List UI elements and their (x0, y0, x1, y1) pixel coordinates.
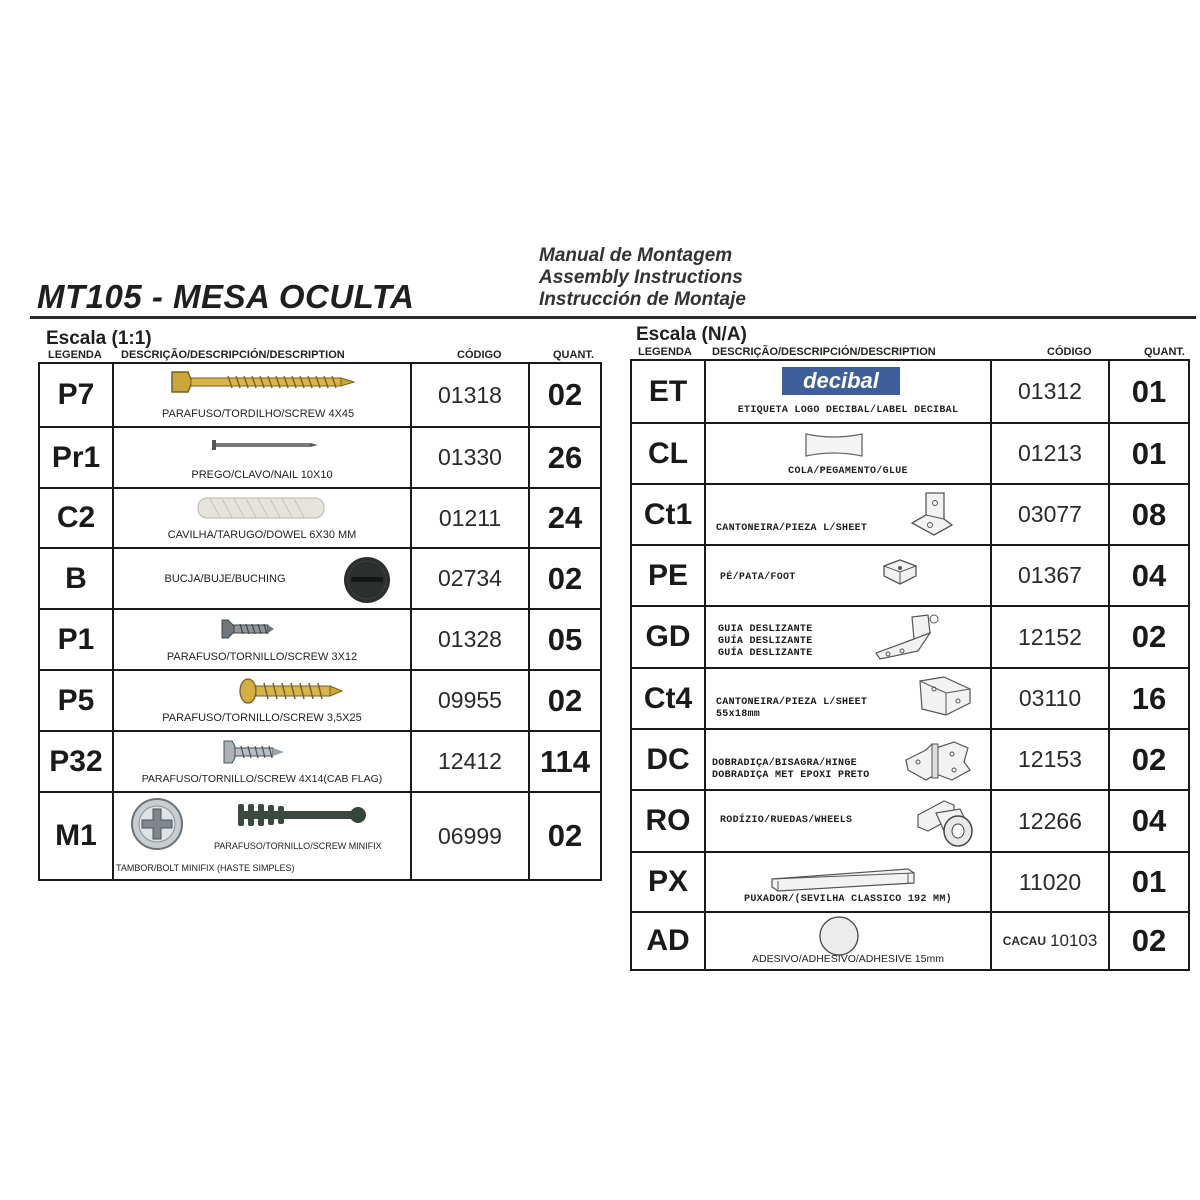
table-row (632, 728, 1188, 789)
gold-wood-screw-icon (168, 368, 358, 396)
legend-cell: P7 (40, 364, 114, 426)
code-cell: 01213 (992, 424, 1110, 483)
desc-line: GUIA DESLIZANTE (718, 624, 813, 635)
desc-line: DOBRADIÇA/BISAGRA/HINGE (712, 758, 857, 769)
desc-cell (114, 364, 412, 426)
desc-cell (114, 610, 412, 669)
desc-text: PARAFUSO/TORNILLO/SCREW 3X12 (166, 651, 358, 663)
desc-text: CAVILHA/TARUGO/DOWEL 6X30 MM (167, 529, 357, 541)
legend-cell: M1 (40, 793, 114, 879)
table-row (632, 483, 1188, 544)
desc-cell (706, 669, 992, 728)
qty-cell: 02 (1131, 923, 1167, 958)
code-cell: 02734 (412, 549, 530, 608)
desc-line: GUÍA DESLIZANTE (718, 648, 813, 659)
right-col-legend: LEGENDA (638, 346, 692, 358)
qty-cell: 04 (1131, 803, 1167, 838)
qty-cell: 02 (547, 818, 583, 853)
code-cell: 01367 (992, 546, 1110, 605)
table-row (40, 608, 600, 669)
desc-text: ETIQUETA LOGO DECIBAL/LABEL DECIBAL (737, 405, 959, 416)
hinge-icon (902, 736, 974, 786)
right-scale-label: Escala (N/A) (636, 324, 747, 345)
table-row (632, 851, 1188, 911)
desc-cell (706, 791, 992, 851)
legend-cell: P5 (40, 671, 114, 730)
desc-text: COLA/PEGAMENTO/GLUE (788, 466, 908, 477)
code-cell: 12412 (412, 732, 530, 791)
desc-line: CANTONEIRA/PIEZA L/SHEET (716, 697, 868, 708)
corner-bracket-icon (906, 489, 956, 539)
flat-screw-icon (220, 618, 276, 640)
decibal-logo-icon: decibal (782, 367, 900, 395)
desc-text: RODÍZIO/RUEDAS/WHEELS (720, 815, 853, 826)
legend-cell: P1 (40, 610, 114, 669)
table-row (632, 544, 1188, 605)
qty-cell: 16 (1131, 680, 1167, 716)
qty-cell: 114 (539, 743, 590, 779)
table-row (632, 605, 1188, 667)
right-col-desc: DESCRIÇÃO/DESCRIPCIÓN/DESCRIPTION (712, 346, 936, 358)
legend-cell: PX (632, 853, 706, 911)
table-row (632, 911, 1188, 969)
code-cell: 11020 (992, 853, 1110, 911)
minifix-bolt-icon (234, 801, 374, 829)
code-cell: 01312 (992, 361, 1110, 422)
qty-cell: 04 (1131, 557, 1167, 593)
desc-text: PARAFUSO/TORNILLO/SCREW 4X14(CAB FLAG) (141, 773, 383, 785)
adhesive-dot-icon (816, 915, 862, 957)
desc-cell (706, 730, 992, 789)
subtitle-block (539, 245, 746, 311)
qty-cell: 02 (547, 682, 583, 718)
desc-cell (706, 913, 992, 969)
left-parts-table (38, 362, 602, 881)
code-cell: 01330 (412, 428, 530, 487)
table-row (40, 730, 600, 791)
legend-cell: PE (632, 546, 706, 605)
table-row (632, 667, 1188, 728)
desc-line: DOBRADIÇA MET EPOXI PRETO (712, 770, 870, 781)
legend-cell: B (40, 549, 114, 608)
right-col-qty: QUANT. (1144, 346, 1185, 358)
desc-cell (114, 489, 412, 547)
legend-cell: P32 (40, 732, 114, 791)
desc-text: PARAFUSO/TORDILHO/SCREW 4X45 (162, 408, 355, 420)
desc-cell (114, 671, 412, 730)
desc-text: PREGO/CLAVO/NAIL 10X10 (191, 469, 333, 481)
qty-cell: 02 (547, 560, 583, 596)
legend-cell: GD (632, 607, 706, 667)
glue-icon (802, 430, 866, 460)
desc-text (712, 758, 870, 782)
desc-cell (706, 607, 992, 667)
table-row (40, 669, 600, 730)
subtitle-pt: Manual de Montagem (539, 245, 733, 266)
wheel-icon (914, 795, 978, 849)
desc-cell (706, 853, 992, 911)
desc-cell (114, 428, 412, 487)
desc-text (716, 697, 867, 721)
foot-icon (880, 556, 920, 588)
subtitle-es: Instrucción de Montaje (539, 289, 746, 310)
table-row (40, 547, 600, 608)
flange-screw-icon (222, 738, 286, 766)
code-value: 10103 (1050, 931, 1098, 950)
pan-head-screw-icon (238, 677, 344, 705)
left-col-qty: QUANT. (553, 349, 594, 361)
code-cell: 12153 (992, 730, 1110, 789)
desc-cell (706, 485, 992, 544)
qty-cell: 01 (1131, 373, 1167, 409)
desc-cell (706, 361, 992, 422)
code-cell: 01328 (412, 610, 530, 669)
table-row (632, 789, 1188, 851)
qty-cell: 02 (1131, 619, 1167, 654)
dowel-icon (196, 495, 326, 521)
left-col-legend: LEGENDA (48, 349, 102, 361)
desc-text: PUXADOR/(SEVILHA CLASSICO 192 MM) (744, 894, 952, 905)
table-row (632, 361, 1188, 422)
legend-cell: DC (632, 730, 706, 789)
desc-text: CANTONEIRA/PIEZA L/SHEET (716, 523, 868, 534)
desc-cell (114, 549, 412, 608)
nail-icon (210, 438, 320, 452)
desc-text-secondary: TAMBOR/BOLT MINIFIX (HASTE SIMPLES) (116, 863, 295, 873)
legend-cell: Pr1 (40, 428, 114, 487)
qty-cell: 05 (547, 621, 583, 657)
qty-cell: 26 (547, 439, 583, 475)
qty-cell: 24 (547, 500, 583, 535)
legend-cell: Ct4 (632, 669, 706, 728)
minifix-cam-icon (130, 797, 184, 851)
page-title: MT105 - MESA OCULTA (37, 278, 415, 315)
qty-cell: 02 (547, 377, 583, 412)
qty-cell: 08 (1131, 496, 1167, 532)
left-scale-label: Escala (1:1) (46, 328, 152, 349)
desc-cell (114, 793, 412, 879)
slide-guide-icon (872, 611, 944, 663)
qty-cell: 01 (1131, 864, 1167, 899)
table-row (40, 426, 600, 487)
code-cell: 12266 (992, 791, 1110, 851)
legend-cell: ET (632, 361, 706, 422)
table-row (40, 791, 600, 879)
desc-cell (706, 546, 992, 605)
code-cell: 03110 (992, 669, 1110, 728)
code-cell: 06999 (412, 793, 530, 879)
code-cell: 09955 (412, 671, 530, 730)
bushing-icon (342, 555, 392, 605)
code-prefix: CACAU (1002, 934, 1047, 948)
desc-text: PARAFUSO/TORNILLO/SCREW 3,5X25 (162, 712, 362, 724)
table-row (40, 364, 600, 426)
legend-cell: C2 (40, 489, 114, 547)
desc-text: PARAFUSO/TORNILLO/SCREW MINIFIX (214, 841, 382, 851)
legend-cell: AD (632, 913, 706, 969)
l-bracket-icon (914, 675, 974, 725)
qty-cell: 02 (1131, 741, 1167, 777)
legend-cell: Ct1 (632, 485, 706, 544)
handle-icon (768, 865, 918, 893)
legend-cell: RO (632, 791, 706, 851)
desc-text (718, 624, 813, 660)
desc-cell (706, 424, 992, 483)
header-divider (30, 316, 1196, 319)
table-row (40, 487, 600, 547)
desc-text: BUCJA/BUJE/BUCHING (164, 573, 286, 585)
desc-line: 55x18mm (716, 709, 761, 720)
right-col-code: CÓDIGO (1047, 346, 1092, 358)
code-cell: 03077 (992, 485, 1110, 544)
code-cell: 01211 (412, 489, 530, 547)
desc-cell (114, 732, 412, 791)
right-parts-table (630, 359, 1190, 971)
desc-line: GUÍA DESLIZANTE (718, 636, 813, 647)
left-col-code: CÓDIGO (457, 349, 502, 361)
desc-text: ADESIVO/ADHESIVO/ADHESIVE 15mm (752, 953, 944, 965)
legend-cell: CL (632, 424, 706, 483)
subtitle-en: Assembly Instructions (539, 267, 743, 288)
table-row (632, 422, 1188, 483)
code-cell: 01318 (412, 364, 530, 426)
left-col-desc: DESCRIÇÃO/DESCRIPCIÓN/DESCRIPTION (121, 349, 345, 361)
desc-text: PÉ/PATA/FOOT (720, 572, 796, 583)
qty-cell: 01 (1131, 435, 1167, 471)
code-cell: 12152 (992, 607, 1110, 667)
code-cell (992, 913, 1110, 969)
